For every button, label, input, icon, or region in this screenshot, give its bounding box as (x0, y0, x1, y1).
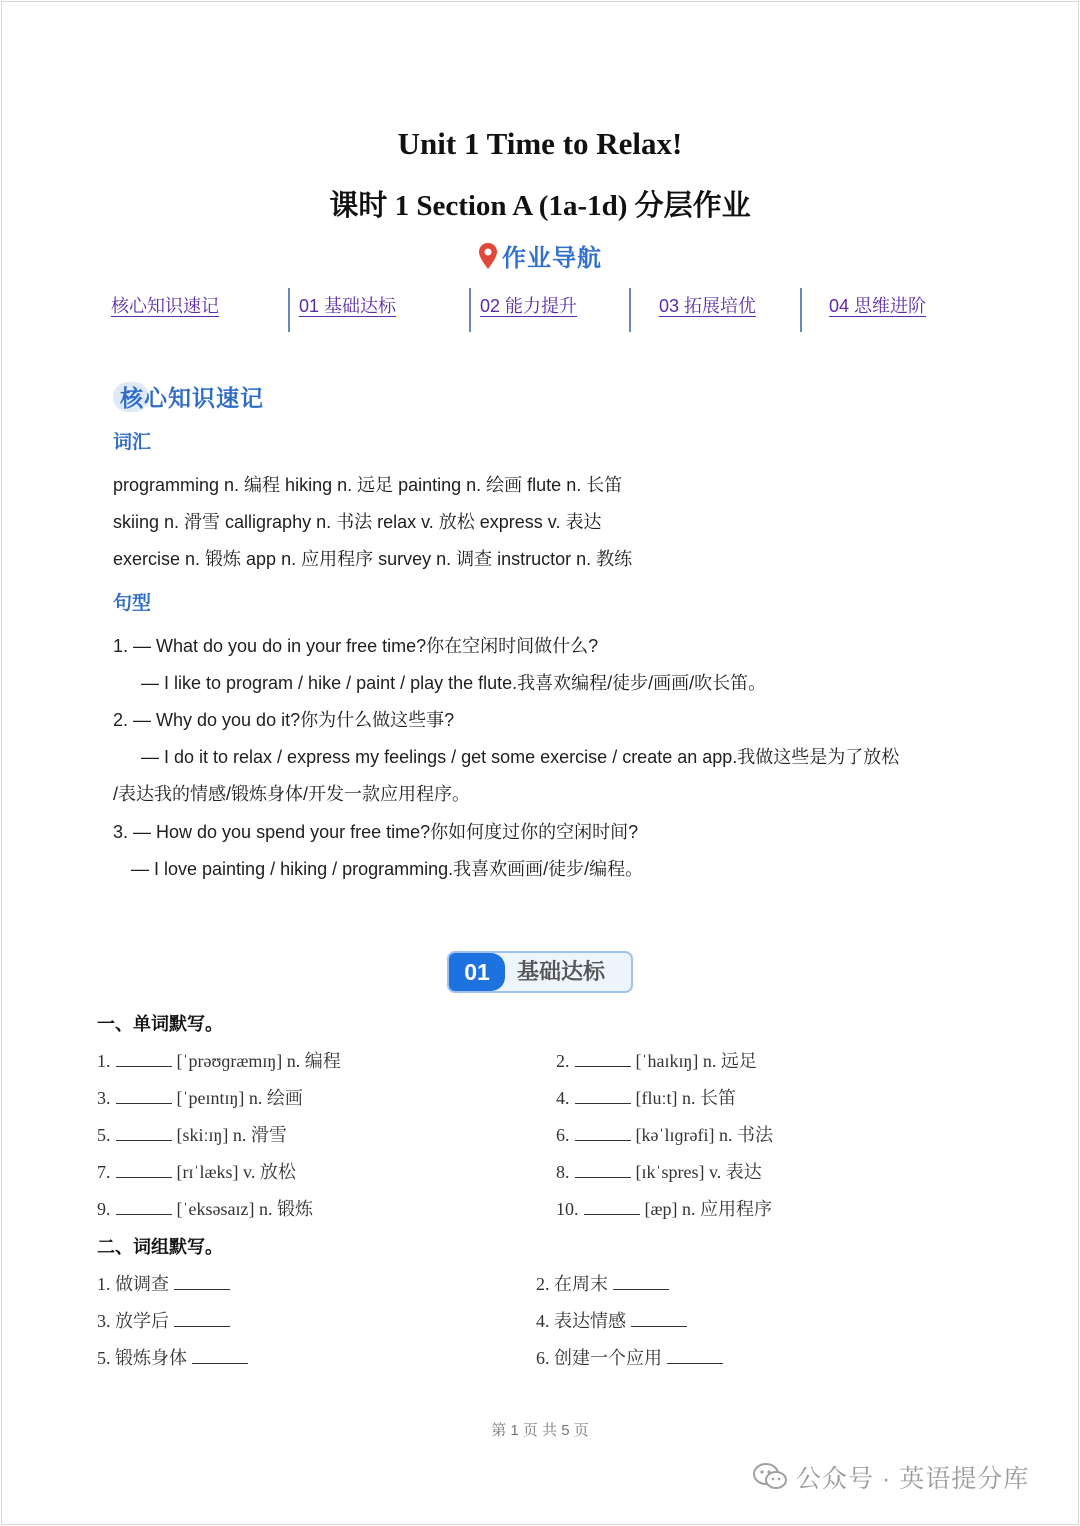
word-question: 2. [ˈhaɪkɪŋ] n. 远足 (556, 1051, 757, 1071)
nav-divider (629, 288, 631, 332)
word-question: 7. [rɪˈlæks] v. 放松 (97, 1162, 296, 1182)
page-number: 第 1 页 共 5 页 (491, 1422, 589, 1439)
word-question: 10. [æp] n. 应用程序 (556, 1199, 772, 1219)
nav-link-02[interactable]: 02 能力提升 (480, 296, 578, 316)
core-section-title-text: 核心知识速记 (120, 385, 264, 411)
word-question: 4. [fluːt] n. 长笛 (556, 1088, 736, 1108)
answer-blank[interactable] (575, 1050, 631, 1067)
word-question: 8. [ɪkˈspres] v. 表达 (556, 1162, 762, 1182)
part1-heading: 一、单词默写。 (97, 1014, 223, 1034)
vocab-line: exercise n. 锻炼 app n. 应用程序 survey n. 调查 instructor n. 教练 (113, 549, 633, 569)
nav-divider (288, 288, 290, 332)
badge-label: 基础达标 (517, 959, 606, 984)
sentence-line: — I like to program / hike / paint / play the flute.我喜欢编程/徒步/画画/吹长笛。 (141, 673, 767, 693)
answer-blank[interactable] (613, 1273, 669, 1290)
nav-heading-label: 作业导航 (502, 245, 602, 272)
answer-blank[interactable] (116, 1124, 172, 1141)
phrase-question: 3. 放学后 (97, 1307, 235, 1333)
vocab-line: skiing n. 滑雪 calligraphy n. 书法 relax v. 放松 express v. 表达 (113, 512, 602, 532)
sentence-line: 1. — What do you do in your free time?你在空闲时间做什么? (113, 636, 599, 656)
nav-link-core[interactable]: 核心知识速记 (111, 296, 219, 316)
answer-blank[interactable] (575, 1124, 631, 1141)
answer-blank[interactable] (575, 1087, 631, 1104)
badge-number: 01 (449, 953, 505, 991)
word-question: 1. [ˈprəʊɡræmɪŋ] n. 编程 (97, 1051, 341, 1071)
sentence-line: — I love painting / hiking / programming.我喜欢画画/徒步/编程。 (131, 859, 644, 879)
answer-blank[interactable] (116, 1198, 172, 1215)
sentence-line: — I do it to relax / express my feelings / get some exercise / create an app.我做这些是为了放松 (141, 747, 900, 767)
answer-blank[interactable] (174, 1310, 230, 1327)
word-question: 5. [skiːɪŋ] n. 滑雪 (97, 1125, 287, 1145)
core-section-title (113, 380, 273, 414)
page-subtitle: 课时 1 Section A (1a-1d) 分层作业 (329, 190, 751, 222)
homework-nav-heading (0, 238, 1080, 273)
nav-divider (800, 288, 802, 332)
phrase-question: 6. 创建一个应用 (536, 1344, 728, 1370)
part2-heading: 二、词组默写。 (97, 1237, 223, 1257)
nav-divider (469, 288, 471, 332)
answer-blank[interactable] (174, 1273, 230, 1290)
sentence-line: /表达我的情感/锻炼身体/开发一款应用程序。 (113, 784, 471, 804)
basic-section-badge (447, 951, 633, 993)
nav-link-01[interactable]: 01 基础达标 (299, 296, 397, 316)
answer-blank[interactable] (116, 1087, 172, 1104)
wechat-icon (752, 1462, 788, 1492)
phrase-question: 2. 在周末 (536, 1270, 674, 1296)
phrase-question: 1. 做调查 (97, 1270, 235, 1296)
map-pin-icon (478, 242, 498, 270)
answer-blank[interactable] (192, 1347, 248, 1364)
answer-blank[interactable] (116, 1050, 172, 1067)
answer-blank[interactable] (575, 1161, 631, 1178)
homework-nav (0, 288, 1080, 334)
watermark-text: 公众号 · 英语提分库 (796, 1465, 1030, 1493)
word-question: 3. [ˈpeɪntɪŋ] n. 绘画 (97, 1088, 303, 1108)
watermark (752, 1459, 1029, 1495)
word-question: 6. [kəˈlɪɡrəfi] n. 书法 (556, 1125, 773, 1145)
answer-blank[interactable] (584, 1198, 640, 1215)
vocab-heading: 词汇 (113, 432, 152, 453)
answer-blank[interactable] (631, 1310, 687, 1327)
answer-blank[interactable] (667, 1347, 723, 1364)
phrase-question: 5. 锻炼身体 (97, 1344, 253, 1370)
phrase-question: 4. 表达情感 (536, 1307, 692, 1333)
answer-blank[interactable] (116, 1161, 172, 1178)
nav-link-04[interactable]: 04 思维进阶 (829, 296, 927, 316)
sentence-line: 3. — How do you spend your free time?你如何度过你的空闲时间? (113, 822, 639, 842)
sentence-line: 2. — Why do you do it?你为什么做这些事? (113, 710, 455, 730)
page-title: Unit 1 Time to Relax! (397, 126, 683, 161)
word-question: 9. [ˈeksəsaɪz] n. 锻炼 (97, 1199, 313, 1219)
sentence-heading: 句型 (113, 593, 152, 614)
vocab-line: programming n. 编程 hiking n. 远足 painting n. 绘画 flute n. 长笛 (113, 475, 623, 495)
nav-link-03[interactable]: 03 拓展培优 (659, 296, 757, 316)
